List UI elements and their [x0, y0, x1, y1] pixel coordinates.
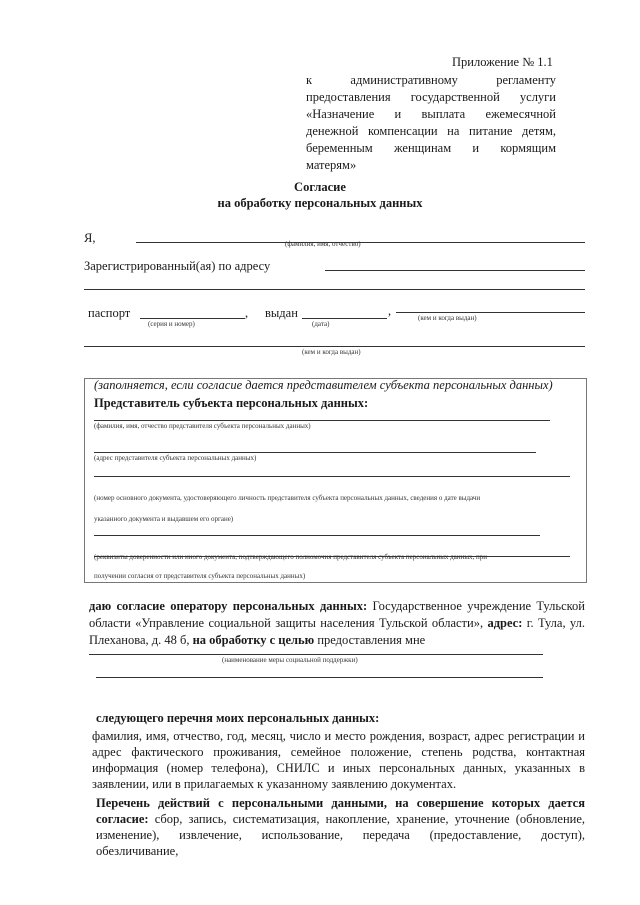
issued-by-line-2	[84, 346, 585, 347]
purpose-lead: на обработку с целью	[189, 633, 315, 647]
data-list-line: фамилия, имя, отчество, год, месяц, число и место рождения, возраст, адрес регистрации и	[92, 729, 585, 743]
actions-text: сбор, запись, систематизация, накопление, хранение, уточнение (обновление,	[148, 812, 585, 826]
appendix-number: Приложение № 1.1	[452, 55, 553, 69]
rep-address-hint: (адрес представителя субъекта персональных данных)	[94, 454, 257, 462]
issued-by-line	[396, 312, 585, 313]
appendix-line: беременным женщинам и кормящим	[306, 141, 556, 155]
rep-power-hint: получении согласия от представителя субъекта персональных данных)	[94, 572, 306, 580]
actions-text-cont: изменение), извлечение, использование, передача (предоставление, доступ), обезличивание,	[96, 828, 585, 858]
consent-operator-cont: области «Управление социальной защиты населения Тульской области»,	[89, 616, 484, 630]
consent-lead: даю согласие оператору персональных данных:	[89, 599, 368, 613]
data-list-line: информация (номер телефона), СНИЛС и иных персональных данных, указанных в	[92, 761, 585, 775]
rep-doc-hint: указанного документа и выдавшем его органе)	[94, 515, 234, 523]
passport-series-line	[140, 318, 245, 319]
appendix-reference	[306, 72, 556, 174]
data-list	[92, 728, 585, 792]
issued-by-hint-2: (кем и когда выдан)	[302, 348, 361, 356]
consent-paragraph	[89, 598, 585, 649]
appendix-line: «Назначение и выплата ежемесячной	[306, 107, 556, 121]
rep-address-line	[94, 452, 536, 453]
rep-doc-line	[94, 476, 570, 477]
fio-hint: (фамилия, имя, отчество)	[285, 240, 361, 248]
actions-consent-label: согласие:	[96, 812, 149, 826]
date-hint: (дата)	[312, 320, 330, 328]
data-list-line: адрес фактического проживания, семейное положение, степень родства, контактная	[92, 745, 585, 759]
actions-paragraph	[96, 795, 585, 859]
address-line-2	[84, 289, 585, 290]
data-list-heading: следующего перечня моих персональных данных:	[96, 711, 380, 725]
actions-heading: Перечень действий с персональными данными, на совершение которых дается	[96, 796, 585, 810]
address-cont: Плеханова, д. 48 б,	[89, 633, 190, 647]
comma: ,	[245, 306, 249, 320]
consent-operator: Государственное учреждение Тульской	[367, 599, 585, 613]
document-subtitle: на обработку персональных данных	[217, 196, 423, 210]
appendix-line: денежной компенсации на питание детям,	[306, 124, 556, 138]
issue-date-line	[302, 318, 387, 319]
data-list-line: заявлении, или в прилагаемых к указанному заявлению документах.	[92, 777, 457, 791]
address-lead: адрес:	[483, 616, 523, 630]
appendix-line: матерям»	[306, 158, 357, 172]
address-text: г. Тула, ул.	[522, 616, 585, 630]
address-line-1	[325, 270, 585, 271]
representative-note: (заполняется, если согласие дается представителем субъекта персональных данных)	[94, 378, 553, 392]
rep-doc-hint: (номер основного документа, удостоверяющего личность представителя субъекта персональных данных, сведения о дате выдачи	[94, 494, 481, 502]
appendix-line: предоставления государственной услуги	[306, 90, 556, 104]
measure-hint: (наименование меры социальной поддержки)	[222, 656, 358, 664]
i-label: Я,	[84, 231, 96, 245]
representative-heading: Представитель субъекта персональных данных:	[94, 396, 369, 410]
document-title: Согласие	[294, 180, 346, 194]
issued-by-hint: (кем и когда выдан)	[418, 314, 477, 322]
purpose-text: предоставления мне	[314, 633, 426, 647]
rep-power-line-1	[94, 535, 540, 536]
rep-fio-hint: (фамилия, имя, отчество представителя субъекта персональных данных)	[94, 422, 311, 430]
rep-fio-line	[94, 420, 550, 421]
series-hint: (серия и номер)	[148, 320, 195, 328]
measure-line-2	[96, 677, 543, 678]
rep-power-hint: (реквизиты доверенности или иного документа, подтверждающего полномочия представителя субъекта персональных данных, при	[94, 553, 488, 561]
issued-label: выдан	[265, 306, 298, 320]
comma: ,	[388, 304, 392, 318]
appendix-line: к административному регламенту	[306, 73, 556, 87]
registered-label: Зарегистрированный(ая) по адресу	[84, 259, 271, 273]
passport-label: паспорт	[88, 306, 131, 320]
measure-line	[89, 654, 543, 655]
